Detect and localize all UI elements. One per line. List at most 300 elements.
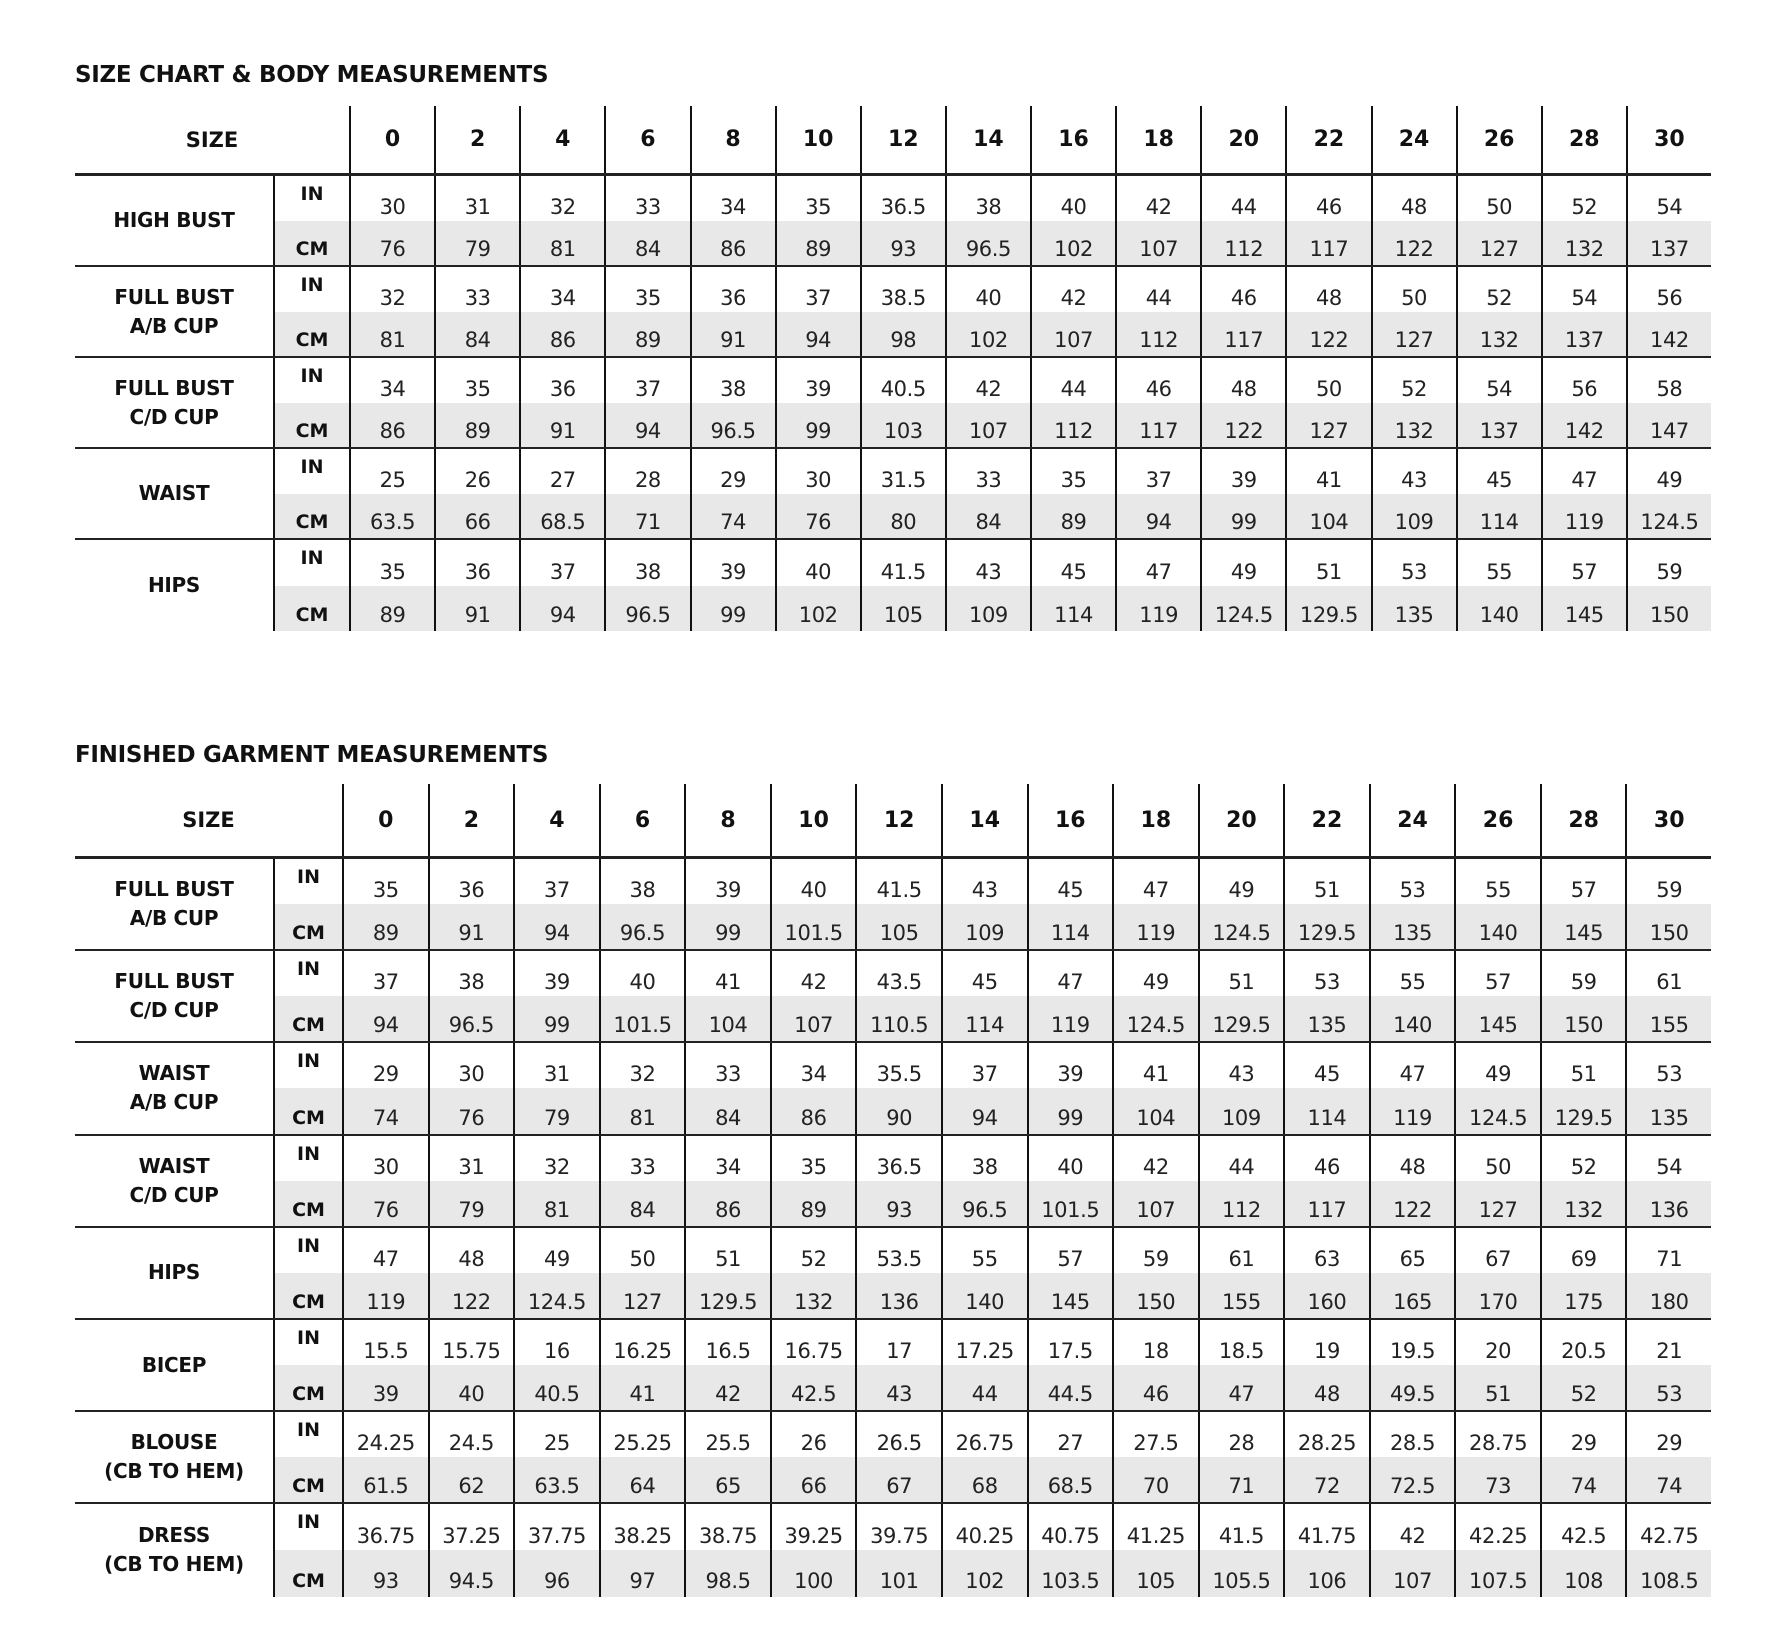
table-cell: 122 (1285, 312, 1370, 357)
table-cell: 150 (1112, 1273, 1198, 1318)
table-cell: 105 (860, 586, 945, 632)
table-cell: 36 (690, 267, 775, 312)
table-cell: 44 (1200, 176, 1285, 221)
table-cell: 86 (770, 1088, 856, 1133)
table-cell: 122 (1369, 1181, 1455, 1226)
table-cell: 50 (1454, 1136, 1540, 1181)
table-cell: 35.5 (855, 1043, 941, 1088)
table-cell: 28.25 (1283, 1412, 1369, 1457)
measurement-label-text (142, 1351, 206, 1380)
measurement-label-line: DRESS (137, 1523, 211, 1548)
table-cell: 68.5 (519, 494, 604, 539)
size-column-header: 6 (599, 784, 685, 856)
table-cell: 26.5 (855, 1412, 941, 1457)
table-cell: 127 (1454, 1181, 1540, 1226)
table-cell: 51 (1283, 859, 1369, 904)
measurement-label (75, 449, 273, 538)
size-column-header: 4 (519, 106, 604, 173)
table-cell: 47 (1541, 449, 1626, 494)
table-cell: 102 (775, 586, 860, 632)
table-cell: 49.5 (1369, 1365, 1455, 1410)
unit-label: IN (273, 540, 349, 586)
table-row (273, 996, 1711, 1041)
table-cell: 107 (770, 996, 856, 1041)
table-cell: 145 (1541, 586, 1626, 632)
table-cell: 38.25 (599, 1504, 685, 1550)
table-cell: 54 (1626, 176, 1711, 221)
measurement-rows (273, 176, 1711, 265)
table-cell: 35 (1030, 449, 1115, 494)
table-cell: 39.75 (855, 1504, 941, 1550)
table-cell: 71 (1625, 1228, 1711, 1273)
table-cell: 49 (1626, 449, 1711, 494)
measurement-label (75, 176, 273, 265)
table-cell: 72.5 (1369, 1457, 1455, 1502)
unit-label: CM (273, 996, 342, 1041)
table-row (273, 1228, 1711, 1273)
table-cell: 132 (1541, 221, 1626, 266)
table-cell: 41.5 (860, 540, 945, 586)
measurement-rows (273, 449, 1711, 538)
table-cell: 55 (1456, 540, 1541, 586)
table-cell: 35 (770, 1136, 856, 1181)
table-cell: 89 (434, 403, 519, 448)
table-cell: 89 (775, 221, 860, 266)
table-cell: 89 (349, 586, 434, 632)
table-cell: 42 (945, 358, 1030, 403)
table-cell: 114 (1030, 586, 1115, 632)
unit-label: CM (273, 1088, 342, 1133)
table-cell: 84 (599, 1181, 685, 1226)
table-cell: 96.5 (428, 996, 514, 1041)
table-cell: 74 (1625, 1457, 1711, 1502)
table-cell: 17.25 (941, 1320, 1027, 1365)
table-cell: 99 (1200, 494, 1285, 539)
table-row (273, 1550, 1711, 1596)
table-row (273, 1088, 1711, 1133)
measurement-label-line: FULL BUST (114, 877, 234, 902)
table-cell: 46 (1112, 1365, 1198, 1410)
table-cell: 48 (1285, 267, 1370, 312)
measurement-label (75, 1504, 273, 1596)
table-cell: 47 (1198, 1365, 1284, 1410)
table-cell: 140 (1369, 996, 1455, 1041)
table-cell: 105 (1112, 1550, 1198, 1596)
table-cell: 94 (342, 996, 428, 1041)
table-cell: 48 (1283, 1365, 1369, 1410)
table-cell: 105 (855, 904, 941, 949)
table-cell: 102 (1030, 221, 1115, 266)
table-cell: 20 (1454, 1320, 1540, 1365)
table-cell: 114 (1283, 1088, 1369, 1133)
table-cell: 37 (941, 1043, 1027, 1088)
table-cell: 99 (513, 996, 599, 1041)
table-cell: 135 (1369, 904, 1455, 949)
table-cell: 28 (1198, 1412, 1284, 1457)
measurement-label-line: BICEP (141, 1352, 207, 1377)
table-row (273, 176, 1711, 221)
measurement-group (75, 1412, 1711, 1504)
table-cell: 42.5 (1540, 1504, 1626, 1550)
table-cell: 132 (1540, 1181, 1626, 1226)
table-cell: 41.5 (855, 859, 941, 904)
table-row (273, 540, 1711, 586)
table-cell: 38 (690, 358, 775, 403)
table-cell: 43 (1198, 1043, 1284, 1088)
table-cell: 47 (1115, 540, 1200, 586)
table-cell: 112 (1200, 221, 1285, 266)
table-cell: 48 (1371, 176, 1456, 221)
table-cell: 40 (1030, 176, 1115, 221)
table-cell: 47 (1369, 1043, 1455, 1088)
measurement-label-text (148, 571, 200, 600)
table-cell: 147 (1626, 403, 1711, 448)
size-column-header: 30 (1625, 784, 1711, 856)
table-cell: 94 (775, 312, 860, 357)
table-cell: 129.5 (1285, 586, 1370, 632)
table-cell: 109 (941, 904, 1027, 949)
table-cell: 36 (434, 540, 519, 586)
table-cell: 135 (1625, 1088, 1711, 1133)
table-row (273, 267, 1711, 312)
table-cell: 97 (599, 1550, 685, 1596)
measurement-rows (273, 1043, 1711, 1133)
table-cell: 96.5 (941, 1181, 1027, 1226)
table-cell: 65 (1369, 1228, 1455, 1273)
table-cell: 39.25 (770, 1504, 856, 1550)
table-cell: 41 (1112, 1043, 1198, 1088)
table-cell: 72 (1283, 1457, 1369, 1502)
table-cell: 49 (1454, 1043, 1540, 1088)
table-cell: 53 (1283, 951, 1369, 996)
table-cell: 52 (1540, 1365, 1626, 1410)
table-row (273, 221, 1711, 266)
table-cell: 108.5 (1625, 1550, 1711, 1596)
unit-label: IN (273, 176, 349, 221)
table-cell: 74 (1540, 1457, 1626, 1502)
table-cell: 71 (604, 494, 689, 539)
measurement-label-line: FULL BUST (114, 969, 234, 994)
table-cell: 42 (1112, 1136, 1198, 1181)
measurement-label (75, 358, 273, 447)
unit-label: IN (273, 1228, 342, 1273)
table-cell: 15.5 (342, 1320, 428, 1365)
finished-garment-table (75, 784, 1711, 1597)
size-column-header: 22 (1285, 106, 1370, 173)
table-cell: 98.5 (684, 1550, 770, 1596)
measurement-group (75, 1504, 1711, 1596)
table-cell: 33 (434, 267, 519, 312)
table-cell: 43 (1371, 449, 1456, 494)
table-cell: 119 (1112, 904, 1198, 949)
size-column-header: 14 (941, 784, 1027, 856)
table-row (273, 1320, 1711, 1365)
unit-label: CM (273, 312, 349, 357)
table-cell: 61 (1198, 1228, 1284, 1273)
table-cell: 107 (945, 403, 1030, 448)
table-row (273, 1504, 1711, 1550)
table-cell: 76 (349, 221, 434, 266)
measurement-label-line: FULL BUST (114, 375, 234, 400)
table-cell: 31.5 (860, 449, 945, 494)
table-cell: 91 (434, 586, 519, 632)
size-header-row (75, 106, 1711, 176)
table-cell: 91 (428, 904, 514, 949)
table-cell: 66 (434, 494, 519, 539)
size-column-header: 8 (684, 784, 770, 856)
table-cell: 43 (855, 1365, 941, 1410)
table-cell: 94 (513, 904, 599, 949)
unit-label: IN (273, 1136, 342, 1181)
measurement-group (75, 449, 1711, 540)
table-cell: 136 (1625, 1181, 1711, 1226)
table-cell: 19.5 (1369, 1320, 1455, 1365)
table-cell: 137 (1456, 403, 1541, 448)
table-cell: 27 (519, 449, 604, 494)
table-cell: 45 (1283, 1043, 1369, 1088)
measurement-label-text (130, 1059, 218, 1117)
table-cell: 101.5 (1027, 1181, 1113, 1226)
table-cell: 44.5 (1027, 1365, 1113, 1410)
table-cell: 160 (1283, 1273, 1369, 1318)
table-cell: 132 (1456, 312, 1541, 357)
table-cell: 29 (1625, 1412, 1711, 1457)
table-cell: 86 (349, 403, 434, 448)
table-cell: 34 (519, 267, 604, 312)
table-cell: 136 (855, 1273, 941, 1318)
table-row (273, 1412, 1711, 1457)
table-cell: 35 (342, 859, 428, 904)
measurement-label (75, 1043, 273, 1133)
table-cell: 28.5 (1369, 1412, 1455, 1457)
table-cell: 55 (941, 1228, 1027, 1273)
table-cell: 119 (1369, 1088, 1455, 1133)
table-cell: 47 (342, 1228, 428, 1273)
measurement-label-text (129, 1152, 218, 1210)
table-cell: 53.5 (855, 1228, 941, 1273)
measurement-label-text (114, 967, 233, 1025)
measurement-label-line: C/D CUP (129, 1182, 219, 1207)
table-cell: 96.5 (690, 403, 775, 448)
table-cell: 42 (1030, 267, 1115, 312)
table-cell: 112 (1030, 403, 1115, 448)
table-cell: 58 (1626, 358, 1711, 403)
table-cell: 44 (1030, 358, 1115, 403)
table-cell: 43.5 (855, 951, 941, 996)
table-cell: 99 (1027, 1088, 1113, 1133)
table-cell: 39 (1027, 1043, 1113, 1088)
size-column-header: 24 (1371, 106, 1456, 173)
table-cell: 102 (941, 1550, 1027, 1596)
table-cell: 36.5 (860, 176, 945, 221)
table-cell: 93 (855, 1181, 941, 1226)
table-cell: 38 (945, 176, 1030, 221)
table-cell: 108 (1540, 1550, 1626, 1596)
table-cell: 28.75 (1454, 1412, 1540, 1457)
table-cell: 119 (1115, 586, 1200, 632)
table-cell: 51 (1198, 951, 1284, 996)
table-cell: 50 (599, 1228, 685, 1273)
table-cell: 40.75 (1027, 1504, 1113, 1550)
table-cell: 67 (855, 1457, 941, 1502)
table-cell: 38 (428, 951, 514, 996)
measurement-label (75, 951, 273, 1041)
table-cell: 54 (1541, 267, 1626, 312)
table-cell: 39 (1200, 449, 1285, 494)
table-cell: 26 (434, 449, 519, 494)
table-cell: 46 (1115, 358, 1200, 403)
table-cell: 36 (428, 859, 514, 904)
size-column-header: 10 (775, 106, 860, 173)
measurement-group (75, 358, 1711, 449)
size-column-header: 2 (434, 106, 519, 173)
table-cell: 84 (945, 494, 1030, 539)
size-column-header: 0 (349, 106, 434, 173)
table-cell: 16.5 (684, 1320, 770, 1365)
table-cell: 122 (428, 1273, 514, 1318)
unit-label: CM (273, 904, 342, 949)
measurement-label-line: A/B CUP (129, 313, 219, 338)
measurement-group (75, 176, 1711, 267)
table-cell: 175 (1540, 1273, 1626, 1318)
table-cell: 41 (1285, 449, 1370, 494)
measurement-label-text (104, 1521, 244, 1579)
table-row (273, 1043, 1711, 1088)
table-cell: 84 (684, 1088, 770, 1133)
size-column-header: 24 (1369, 784, 1455, 856)
table-cell: 32 (513, 1136, 599, 1181)
table-cell: 112 (1198, 1181, 1284, 1226)
table-cell: 30 (342, 1136, 428, 1181)
table-cell: 105.5 (1198, 1550, 1284, 1596)
table-cell: 124.5 (513, 1273, 599, 1318)
table-cell: 57 (1454, 951, 1540, 996)
measurement-label (75, 1412, 273, 1502)
table-row (273, 358, 1711, 403)
table-cell: 57 (1541, 540, 1626, 586)
table-cell: 104 (1285, 494, 1370, 539)
measurement-rows (273, 358, 1711, 447)
table-cell: 40 (775, 540, 860, 586)
table-cell: 64 (599, 1457, 685, 1502)
table-cell: 49 (1200, 540, 1285, 586)
table-cell: 79 (434, 221, 519, 266)
unit-label: CM (273, 403, 349, 448)
size-column-header: 30 (1626, 106, 1711, 173)
table-cell: 39 (690, 540, 775, 586)
table-cell: 40.5 (860, 358, 945, 403)
measurement-label-text (148, 1258, 200, 1287)
table-cell: 54 (1456, 358, 1541, 403)
table-cell: 41.5 (1198, 1504, 1284, 1550)
table-cell: 101 (855, 1550, 941, 1596)
table-row (273, 449, 1711, 494)
unit-label: CM (273, 586, 349, 632)
unit-label: CM (273, 221, 349, 266)
size-label: SIZE (182, 808, 235, 832)
table-cell: 40 (428, 1365, 514, 1410)
unit-label: IN (273, 1043, 342, 1088)
table-cell: 135 (1283, 996, 1369, 1041)
table-cell: 42.75 (1625, 1504, 1711, 1550)
table-cell: 89 (1030, 494, 1115, 539)
table-cell: 93 (860, 221, 945, 266)
table-cell: 84 (434, 312, 519, 357)
size-column-header: 0 (342, 784, 428, 856)
unit-label: CM (273, 1181, 342, 1226)
table-cell: 107 (1369, 1550, 1455, 1596)
table-cell: 17.5 (1027, 1320, 1113, 1365)
table-cell: 142 (1541, 403, 1626, 448)
table-cell: 74 (690, 494, 775, 539)
table-cell: 51 (1285, 540, 1370, 586)
table-cell: 34 (349, 358, 434, 403)
table-cell: 103 (860, 403, 945, 448)
table-cell: 44 (1198, 1136, 1284, 1181)
measurement-label-line: HIPS (147, 1260, 201, 1285)
table-cell: 35 (775, 176, 860, 221)
table-cell: 137 (1541, 312, 1626, 357)
table-cell: 16.25 (599, 1320, 685, 1365)
table-cell: 50 (1371, 267, 1456, 312)
table-cell: 93 (342, 1550, 428, 1596)
unit-label: IN (273, 951, 342, 996)
table-row (273, 1365, 1711, 1410)
table-cell: 109 (1371, 494, 1456, 539)
measurement-group (75, 1136, 1711, 1228)
table-cell: 50 (1285, 358, 1370, 403)
table-row (273, 1136, 1711, 1181)
table-row (273, 494, 1711, 539)
measurement-group (75, 859, 1711, 951)
unit-label: CM (273, 1457, 342, 1502)
table-cell: 114 (1027, 904, 1113, 949)
table-cell: 101.5 (770, 904, 856, 949)
table-row (273, 951, 1711, 996)
table-cell: 30 (775, 449, 860, 494)
measurement-rows (273, 1228, 1711, 1318)
table-cell: 53 (1625, 1043, 1711, 1088)
table-cell: 94 (941, 1088, 1027, 1133)
table-cell: 81 (513, 1181, 599, 1226)
table-cell: 41 (599, 1365, 685, 1410)
table-cell: 124.5 (1454, 1088, 1540, 1133)
table-cell: 32 (349, 267, 434, 312)
table-cell: 76 (428, 1088, 514, 1133)
measurement-group (75, 540, 1711, 631)
table-cell: 140 (1454, 904, 1540, 949)
table-cell: 29 (690, 449, 775, 494)
table-cell: 110.5 (855, 996, 941, 1041)
table-cell: 94 (519, 586, 604, 632)
table-cell: 145 (1454, 996, 1540, 1041)
table-cell: 63 (1283, 1228, 1369, 1273)
table-cell: 117 (1285, 221, 1370, 266)
table-cell: 135 (1371, 586, 1456, 632)
table-cell: 39 (775, 358, 860, 403)
table-cell: 73 (1454, 1457, 1540, 1502)
table-cell: 37.25 (428, 1504, 514, 1550)
measurement-label-line: HIGH BUST (113, 208, 235, 232)
table-cell: 86 (690, 221, 775, 266)
measurement-group (75, 267, 1711, 358)
size-column-header: 26 (1456, 106, 1541, 173)
table-cell: 35 (434, 358, 519, 403)
table-cell: 33 (604, 176, 689, 221)
table-cell: 150 (1626, 586, 1711, 632)
table-cell: 43 (941, 859, 1027, 904)
table-cell: 19 (1283, 1320, 1369, 1365)
